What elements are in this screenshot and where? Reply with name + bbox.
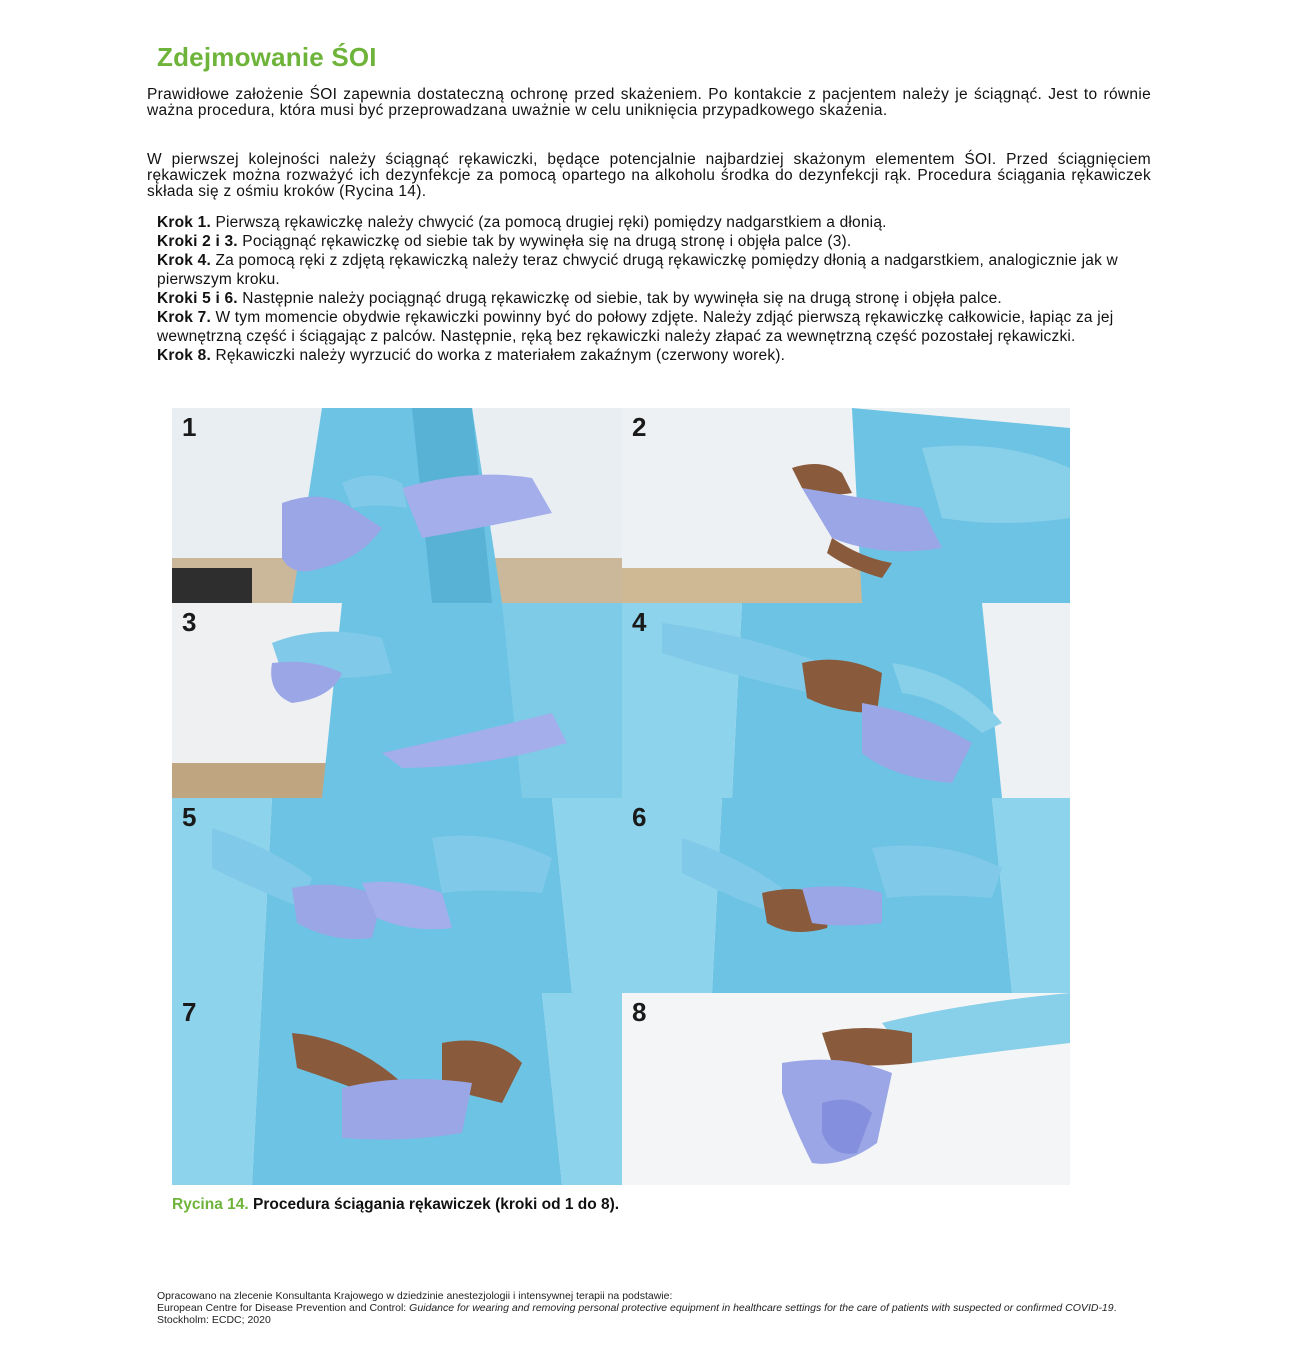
caption-text: Procedura ściągania rękawiczek (kroki od 1 do 8).: [248, 1196, 620, 1213]
step-label: Krok 4.: [157, 252, 211, 269]
glove-removal-photo: [172, 993, 622, 1185]
glove-removal-photo: [622, 603, 1070, 798]
photo-step-5: [172, 798, 622, 993]
step-label: Kroki 5 i 6.: [157, 290, 238, 307]
footer-source: [157, 1290, 1157, 1326]
photo-step-2: [622, 408, 1070, 603]
footer-line-2: [157, 1302, 1157, 1326]
photo-step-3: [172, 603, 622, 798]
step-5-6: [157, 289, 1147, 308]
page-title: Zdejmowanie ŚOI: [157, 42, 377, 72]
step-text: Rękawiczki należy wyrzucić do worka z materiałem zakaźnym (czerwony worek).: [210, 347, 786, 364]
glove-removal-photo: [172, 408, 622, 603]
step-text: Pierwszą rękawiczkę należy chwycić (za pomocą drugiej ręki) pomiędzy nadgarstkiem a dłonią.: [210, 214, 887, 231]
photo-number: 4: [632, 607, 647, 637]
photo-step-7: [172, 993, 622, 1185]
step-8: [157, 346, 1147, 365]
step-label: Krok 1.: [157, 214, 211, 231]
caption-label: Rycina 14.: [172, 1196, 249, 1213]
glove-removal-photo: [622, 993, 1070, 1185]
step-label: Krok 8.: [157, 347, 211, 364]
step-text: W tym momencie obydwie rękawiczki powinny być do połowy zdjęte. Należy zdjąć pierwszą rękawiczkę całkowicie, łapiąc za jej wewnętrzną część i ściągając z palców. Następnie, ręką bez rękawiczki należy złapać za wewnętrzną część pozostałej rękawiczki.: [157, 309, 1114, 345]
photo-step-8: [622, 993, 1070, 1185]
step-text: Następnie należy pociągnąć drugą rękawiczkę od siebie, tak by wywinęła się na drugą stronę i objęła palce.: [237, 290, 1002, 307]
glove-removal-photo: [172, 798, 622, 993]
glove-removal-photo: [622, 408, 1070, 603]
footer-publisher: . Stockholm: ECDC; 2020: [157, 1302, 1117, 1326]
glove-removal-photo: [172, 603, 622, 798]
photo-number: 1: [182, 412, 197, 442]
steps-list: [157, 213, 1147, 365]
figure-caption: [172, 1196, 619, 1214]
photo-step-6: [622, 798, 1070, 993]
photo-step-4: [622, 603, 1070, 798]
photo-number: 2: [632, 412, 647, 442]
step-label: Kroki 2 i 3.: [157, 233, 238, 250]
photo-number: 3: [182, 607, 197, 637]
step-1: [157, 213, 1147, 232]
step-7: [157, 308, 1147, 346]
footer-guidance-title: Guidance for wearing and removing personal protective equipment in healthcare settings for the care of patients with suspected or confirmed COVID-19: [409, 1302, 1114, 1314]
photo-number: 8: [632, 997, 647, 1027]
step-label: Krok 7.: [157, 309, 211, 326]
step-text: Za pomocą ręki z zdjętą rękawiczką należy teraz chwycić drugą rękawiczkę pomiędzy dłonią a nadgarstkiem, analogicznie jak w pierwszym kroku.: [157, 252, 1118, 288]
step-4: [157, 251, 1147, 289]
gloves-paragraph: W pierwszej kolejności należy ściągnąć rękawiczki, będące potencjalnie najbardziej skażonym elementem ŚOI. Przed ściągnięciem rękawiczek można rozważyć ich dezynfekcje za pomocą opartego na alkoholu środka do dezynfekcji rąk. Procedura ściągania rękawiczek składa się z ośmiu kroków (Rycina 14).: [147, 151, 1151, 200]
intro-paragraph: Prawidłowe założenie ŚOI zapewnia dostateczną ochronę przed skażeniem. Po kontakcie z pacjentem należy je ściągnąć. Jest to równie ważna procedura, która musi być przeprowadzana uważnie w celu uniknięcia przypadkowego skażenia.: [147, 86, 1151, 119]
step-2-3: [157, 232, 1147, 251]
photo-number: 5: [182, 802, 197, 832]
photo-step-1: [172, 408, 622, 603]
glove-removal-photo: [622, 798, 1070, 993]
footer-line-1: Opracowano na zlecenie Konsultanta Krajowego w dziedzinie anestezjologii i intensywnej terapii na podstawie:: [157, 1290, 673, 1302]
photo-number: 6: [632, 802, 647, 832]
step-text: Pociągnąć rękawiczkę od siebie tak by wywinęła się na drugą stronę i objęła palce (3).: [237, 233, 852, 250]
footer-org: European Centre for Disease Prevention and Control:: [157, 1302, 410, 1314]
photo-grid: [172, 408, 1070, 1185]
photo-number: 7: [182, 997, 197, 1027]
